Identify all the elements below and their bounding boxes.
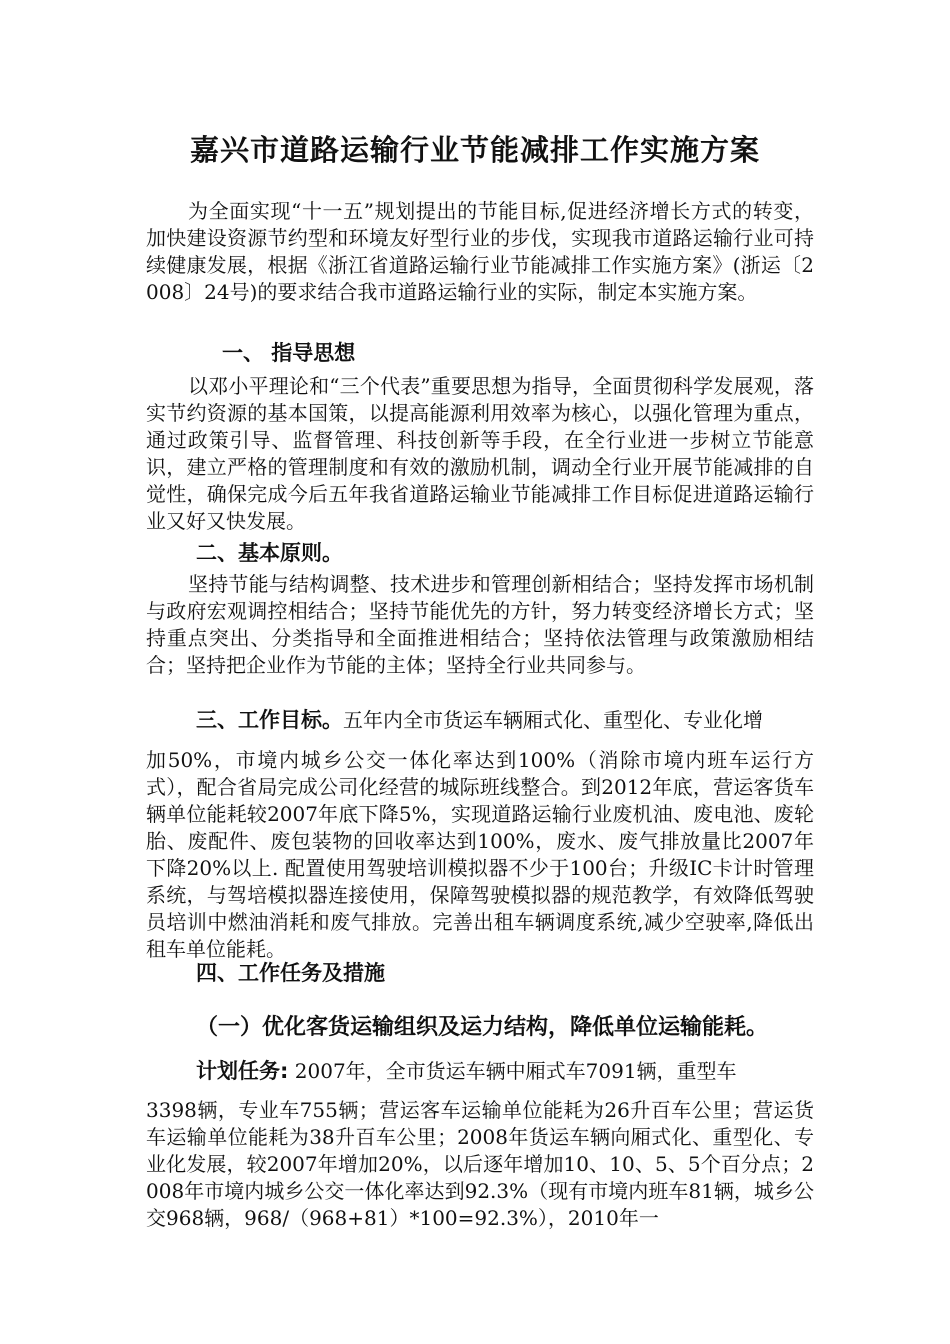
section-heading-work-goals: 三、工作目标。 [196, 708, 343, 732]
document-title: 嘉兴市道路运输行业节能减排工作实施方案 [189, 133, 760, 167]
section-line-work-goals [196, 707, 816, 734]
intro-paragraph: 为全面实现“十一五”规划提出的节能目标,促进经济增长方式的转变，加快建设资源节约型和环境友好型行业的步伐，实现我市道路运输行业可持续健康发展，根据《浙江省道路运输行业节能减排工作实施方案》(浙运〔2008〕24号)的要求结合我市道路运输行业的实际，制定本实施方案。 [146, 199, 814, 304]
planned-tasks-first-line: 2007年，全市货运车辆中厢式车7091辆，重型车 [294, 1059, 737, 1083]
subsection-heading-optimize-transport: （一）优化客货运输组织及运力结构，降低单位运输能耗。 [196, 1015, 769, 1040]
section-body-basic-principles: 坚持节能与结构调整、技术进步和管理创新相结合；坚持发挥市场机制与政府宏观调控相结合；坚持节能优先的方针，努力转变经济增长方式；坚持重点突出、分类指导和全面推进相结合；坚持依法管理与政策激励相结合；坚持把企业作为节能的主体；坚持全行业共同参与。 [146, 572, 814, 677]
section-heading-tasks-measures: 四、工作任务及措施 [196, 961, 385, 985]
planned-tasks-line [196, 1058, 816, 1085]
section-body-guiding-ideology: 以邓小平理论和“三个代表”重要思想为指导，全面贯彻科学发展观，落实节约资源的基本国策，以提高能源利用效率为核心，以强化管理为重点，通过政策引导、监督管理、科技创新等手段，在全行业进一步树立节能意识，建立严格的管理制度和有效的激励机制，调动全行业开展节能减排的自觉性，确保完成今后五年我省道路运输业节能减排工作目标促进道路运输行业又好又快发展。 [146, 374, 814, 533]
section-heading-guiding-ideology: 一、 指导思想 [222, 341, 356, 365]
planned-tasks-label: 计划任务: [196, 1059, 289, 1083]
section-body-work-goals-first-line: 五年内全市货运车辆厢式化、重型化、专业化增 [343, 708, 763, 732]
section-body-work-goals: 加50%，市境内城乡公交一体化率达到100%（消除市境内班车运行方式），配合省局完成公司化经营的城际班线整合。到2012年底，营运客货车辆单位能耗较2007年底下降5%，实现道路运输行业废机油、废电池、废轮胎、废配件、废包装物的回收率达到100%，废水、废气排放量比2007年下降20%以上. 配置使用驾驶培训模拟器不少于100台；升级IC卡计时管理系统，与驾培模拟器连接使用，保障驾驶模拟器的规范教学，有效降低驾驶员培训中燃油消耗和废气排放。完善出租车辆调度系统,减少空驶率,降低出租车单位能耗。 [146, 748, 814, 961]
section-heading-basic-principles: 二、基本原则。 [196, 541, 343, 565]
planned-tasks-body: 3398辆，专业车755辆；营运客车运输单位能耗为26升百车公里；营运货车运输单位能耗为38升百车公里；2008年货运车辆向厢式化、重型化、专业化发展，较2007年增加20%，以后逐年增加10、10、5、5个百分点；2008年市境内城乡公交一体化率达到92.3%（现有市境内班车81辆，城乡公交968辆，968/（968+81）*100=92.3%），2010年一 [146, 1098, 814, 1230]
